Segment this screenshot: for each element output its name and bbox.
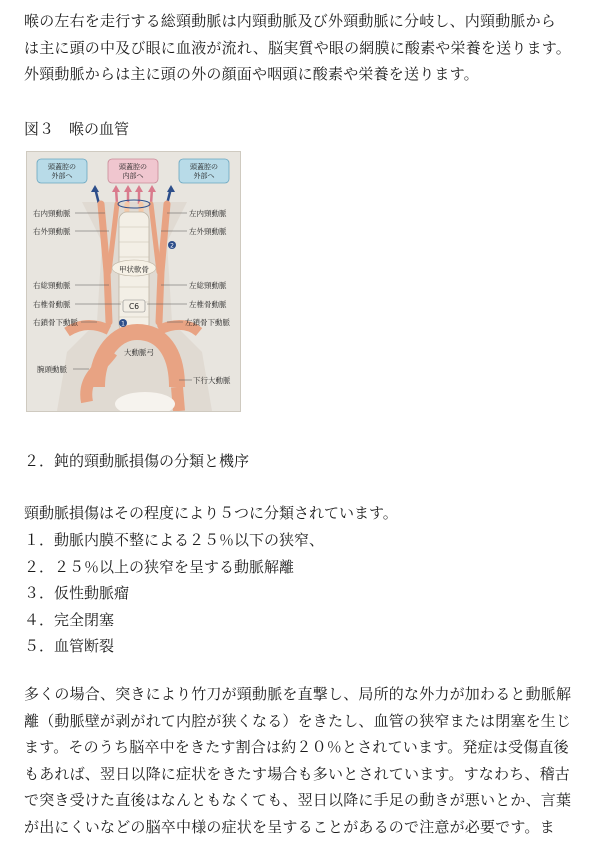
- label-c6: C6: [128, 302, 140, 311]
- box-label-line: 内部へ: [122, 172, 144, 180]
- body-line: で突き受けた直後はなんともなくても、翌日以降に手足の動きが悪いとか、言葉: [24, 791, 572, 809]
- list-item: １．動脈内膜不整による２５％以下の狭窄、: [24, 531, 325, 549]
- intro-paragraph: [24, 8, 584, 88]
- box-label-line: 頭蓋腔の: [48, 163, 76, 171]
- label-descending-aorta: 下行大動脈: [193, 376, 231, 385]
- body-line: ます。そのうち脳卒中をきたす割合は約２０％とされています。発症は受傷直後: [24, 738, 569, 756]
- body-line: 離（動脈壁が剥がれて内腔が狭くなる）をきたし、血管の狭窄または閉塞を生じ: [24, 711, 572, 730]
- neck-vessels-illustration: [27, 152, 240, 411]
- list-item: ３．仮性動脈瘤: [24, 584, 130, 602]
- intro-line: 喉の左右を走行する総頸動脈は内頸動脈及び外頸動脈に分岐し、内頸動脈から: [24, 12, 557, 30]
- label-right-common-carotid: 右総頸動脈: [33, 281, 71, 290]
- marker-2-label: 2: [170, 242, 174, 250]
- box-label-line: 頭蓋腔の: [119, 163, 147, 171]
- box-external-right: [37, 159, 87, 183]
- section-title: ２．鈍的頸動脈損傷の分類と機序: [24, 452, 250, 470]
- classification-intro: 頸動脈損傷はその程度により５つに分類されています。: [24, 504, 398, 522]
- label-right-external-carotid: 右外頸動脈: [33, 227, 71, 236]
- label-left-external-carotid: 左外頸動脈: [189, 227, 227, 236]
- box-external-left: [179, 159, 229, 183]
- figure-caption: 図３ 喉の血管: [24, 120, 130, 138]
- body-line: 多くの場合、突きにより竹刀が頸動脈を直撃し、局所的な外力が加わると動脈解: [24, 685, 572, 703]
- marker-1-label: 1: [121, 320, 125, 328]
- label-right-internal-carotid: 右内頸動脈: [33, 209, 71, 218]
- label-left-internal-carotid: 左内頸動脈: [189, 209, 227, 218]
- label-left-common-carotid: 左総頸動脈: [189, 281, 227, 290]
- box-label-line: 頭蓋腔の: [190, 163, 218, 171]
- box-internal: [108, 159, 158, 183]
- label-aortic-arch: 大動脈弓: [124, 348, 154, 357]
- intro-line: は主に頭の中及び眼に血液が流れ、脳実質や眼の網膜に酸素や栄養を送ります。: [24, 38, 571, 57]
- box-label-line: 外部へ: [51, 172, 73, 180]
- mechanism-paragraph: [24, 681, 584, 840]
- neck-vessels-figure: [26, 151, 241, 412]
- label-brachiocephalic: 腕頭動脈: [37, 365, 67, 374]
- label-right-subclavian: 右鎖骨下動脈: [33, 318, 78, 327]
- intro-line: 外頸動脈からは主に頭の外の顔面や咽頭に酸素や栄養を送ります。: [24, 65, 479, 83]
- list-item: ４．完全閉塞: [24, 610, 115, 629]
- list-item: ２．２５％以上の狭窄を呈する動脈解離: [24, 557, 295, 576]
- label-thyroid-cartilage: 甲状軟骨: [119, 265, 149, 274]
- label-right-vertebral: 右椎骨動脈: [33, 300, 71, 309]
- body-line: が出にくいなどの脳卒中様の症状を呈することがあるので注意が必要です。ま: [24, 817, 555, 836]
- classification-list: [24, 527, 324, 660]
- list-item: ５．血管断裂: [24, 637, 115, 655]
- box-label-line: 外部へ: [193, 172, 215, 180]
- label-left-vertebral: 左椎骨動脈: [189, 300, 227, 309]
- body-line: もあれば、翌日以降に症状をきたす場合も多いとされています。すなわち、稽古: [24, 764, 571, 783]
- label-left-subclavian: 左鎖骨下動脈: [185, 318, 230, 327]
